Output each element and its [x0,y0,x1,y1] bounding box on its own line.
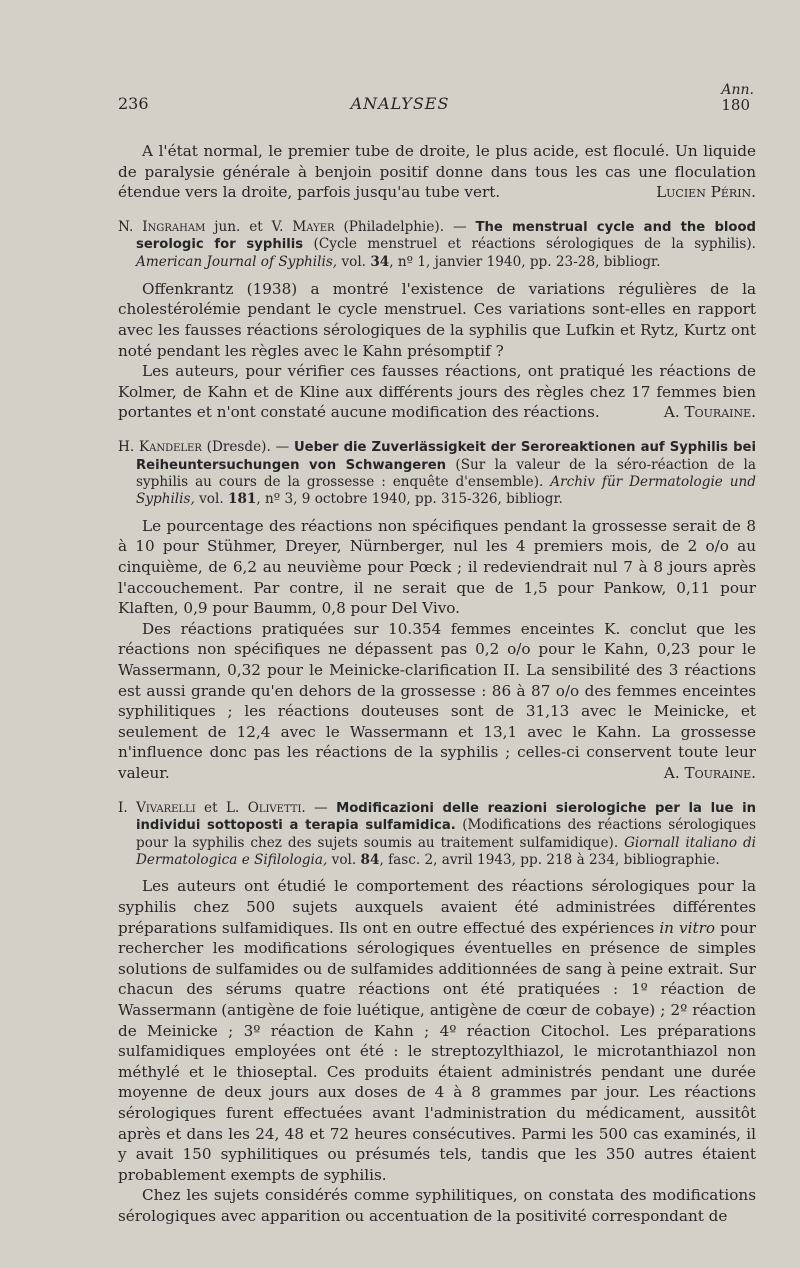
review-2-paragraph-1: Le pourcentage des réactions non spécifiques pendant la grossesse serait de 8 à 10 pour Stühmer, Dreyer, Nürnberger, nul les 4 premiers mois, de 2 o/o au cinquième, de 6,2 au neuvième pour Pœck ; il redeviendrait nul 7 à 8 jours après l'accouchement. Par contre, il ne serait que de 1,5 pour Pankow, 0,11 pour Klaften, 0,9 pour Baumm, 0,8 pour Del Vivo. [118,516,756,618]
review-3-paragraph-1 [118,876,756,1185]
review-3-paragraph-2: Chez les sujets considérés comme syphilitiques, on constata des modifications sérologiques avec apparition ou accentuation de la positivité correspondant de [118,1186,756,1225]
review-1-journal: American Journal of Syphilis, [136,254,338,271]
review-2-paragraph-2 [118,619,756,784]
review-3-paragraph-1-a: Les auteurs ont étudié le comportement des réactions sérologiques pour la syphilis chez 500 sujets auxquels avaient été administrées différentes préparations sulfamidiques. Ils ont en outre effectué des expériences [118,877,756,937]
review-2-vol-prefix: vol. [194,491,228,508]
review-3-paragraph-1-b: pour rechercher les modifications sérologiques éventuelles en présence de simples solutions de sulfamides ou de sulfamides additionnées de sang à peine extrait. Sur chacun des sérums quatre réactions ont été pratiquées : 1º réaction de Wassermann (antigène de foie luétique, antigène de cœur de cobaye) ; 2º réaction de Meinicke ; 3º réaction de Kahn ; 4º réaction Citochol. Les préparations sulfamidiques employées ont été : le streptozylthiazol, le microtanthiazol non méthylé et le thioseptal. Ces produits étaient administrés pendant une durée moyenne de deux jours aux doses de 4 à 8 grammes par jour. Les réactions sérologiques furent effectuées avant l'administration du médicament, aussitôt après et dans les 24, 48 et 72 heures consécutives. Parmi les 500 cas examinés, il y avait 150 syphilitiques ou présumés tels, tandis que les 350 autres étaient probablement exempts de syphilis. [118,918,756,1184]
review-1-author-1: N. Ingraham [118,218,206,235]
review-1-details: , nº 1, janvier 1940, pp. 23-28, bibliogr. [389,254,661,271]
review-3-details: , fasc. 2, avril 1943, pp. 218 à 234, bibliographie. [379,851,720,868]
review-3-vol-prefix: vol. [327,851,361,868]
annales-label: Ann. [721,82,754,98]
review-3-translation: (Modifications des réactions sérologiques pour la syphilis chez des sujets soumis au traitement sulfamidique). [136,817,756,851]
review-1-title: The menstrual cycle and the blood serologic for syphilis [136,219,756,253]
review-1-signature: A. Touraine. [663,403,756,422]
review-1-author-2: Mayer [292,218,335,235]
text-column [118,141,756,1226]
review-3-reference [118,800,756,869]
volume-number: 180 [721,96,750,114]
review-3-title: Modificazioni delle reazioni sierologiche per la lue in individui sottoposti a terapia sulfamidica. [136,800,756,834]
review-3-volume: 84 [360,851,380,868]
review-3-journal: Giornall italiano di Dermatologica e Sifilologia, [136,834,756,868]
review-2-details: , nº 3, 9 octobre 1940, pp. 315-326, bibliogr. [256,491,563,508]
review-2-reference [118,439,756,508]
review-1-location: (Philadelphie). — [334,218,476,235]
review-3-author-2: Olivetti [247,799,302,816]
review-2-volume: 181 [227,491,257,508]
review-2-author: H. Kandeler [118,439,202,456]
review-1-author-sep: jun. et V. [205,218,293,235]
review-3-author-sep: et L. [195,799,248,816]
review-1-translation: (Cycle menstruel et réactions sérologiques de la syphilis). [303,236,756,253]
review-1-vol-prefix: vol. [337,254,371,271]
page-number: 236 [118,94,149,113]
review-1-paragraph-2-text: Les auteurs, pour vérifier ces fausses réactions, ont pratiqué les réactions de Kolmer, de Kahn et de Kline aux différents jours des règles chez 17 femmes bien portantes et n'ont constaté aucune modification des réactions. [118,362,756,422]
review-1-paragraph-2 [118,361,756,423]
review-2-location: (Dresde). — [201,439,294,456]
review-3-in-vitro: in vitro [659,918,715,937]
running-header [0,82,800,122]
running-title: ANALYSES [350,94,450,113]
intro-text: A l'état normal, le premier tube de droite, le plus acide, est floculé. Un liquide de paralysie générale à benjoin positif donne dans tous les cas une floculation étendue vers la droite, parfois jusqu'au tube vert. [118,142,756,202]
review-1-volume: 34 [370,254,390,271]
review-3-dash: . — [301,799,337,816]
intro-signature: Lucien Périn. [656,183,756,202]
review-2-translation: (Sur la valeur de la séro-réaction de la syphilis au cours de la grossesse : enquête d'ensemble). [136,456,757,491]
review-3-author-1: I. Vivarelli [118,799,196,816]
review-2-title: Ueber die Zuverlässigkeit der Seroreaktionen auf Syphilis bei Reiheuntersuchungen von Schwangeren [136,440,756,473]
review-1-reference [118,219,756,271]
review-2-paragraph-2-text: Des réactions pratiquées sur 10.354 femmes enceintes K. conclut que les réactions non spécifiques ne dépassent pas 0,2 o/o pour le Kahn, 0,23 pour le Wassermann, 0,32 pour le Meinicke-clarification II. La sensibilité des 3 réactions est aussi grande qu'en dehors de la grossesse : 86 à 87 o/o des femmes enceintes syphilitiques ; les réactions douteuses sont de 31,13 avec le Meinicke, et seulement de 12,4 avec le Wassermann et 13,1 avec le Kahn. La grossesse n'influence donc pas les réactions de la syphilis ; celles-ci conservent toute leur valeur. [118,619,756,782]
intro-paragraph [118,141,756,203]
review-2-journal: Archiv für Dermatologie und Syphilis, [136,474,756,508]
review-1-paragraph-1: Offenkrantz (1938) a montré l'existence de variations régulières de la cholestérolémie pendant le cycle menstruel. Ces variations sont-elles en rapport avec les fausses réactions sérologiques de la syphilis que Lufkin et Rytz, Kurtz ont noté pendant les règles avec le Kahn présomptif ? [118,279,756,360]
review-2-signature: A. Touraine. [663,763,756,782]
